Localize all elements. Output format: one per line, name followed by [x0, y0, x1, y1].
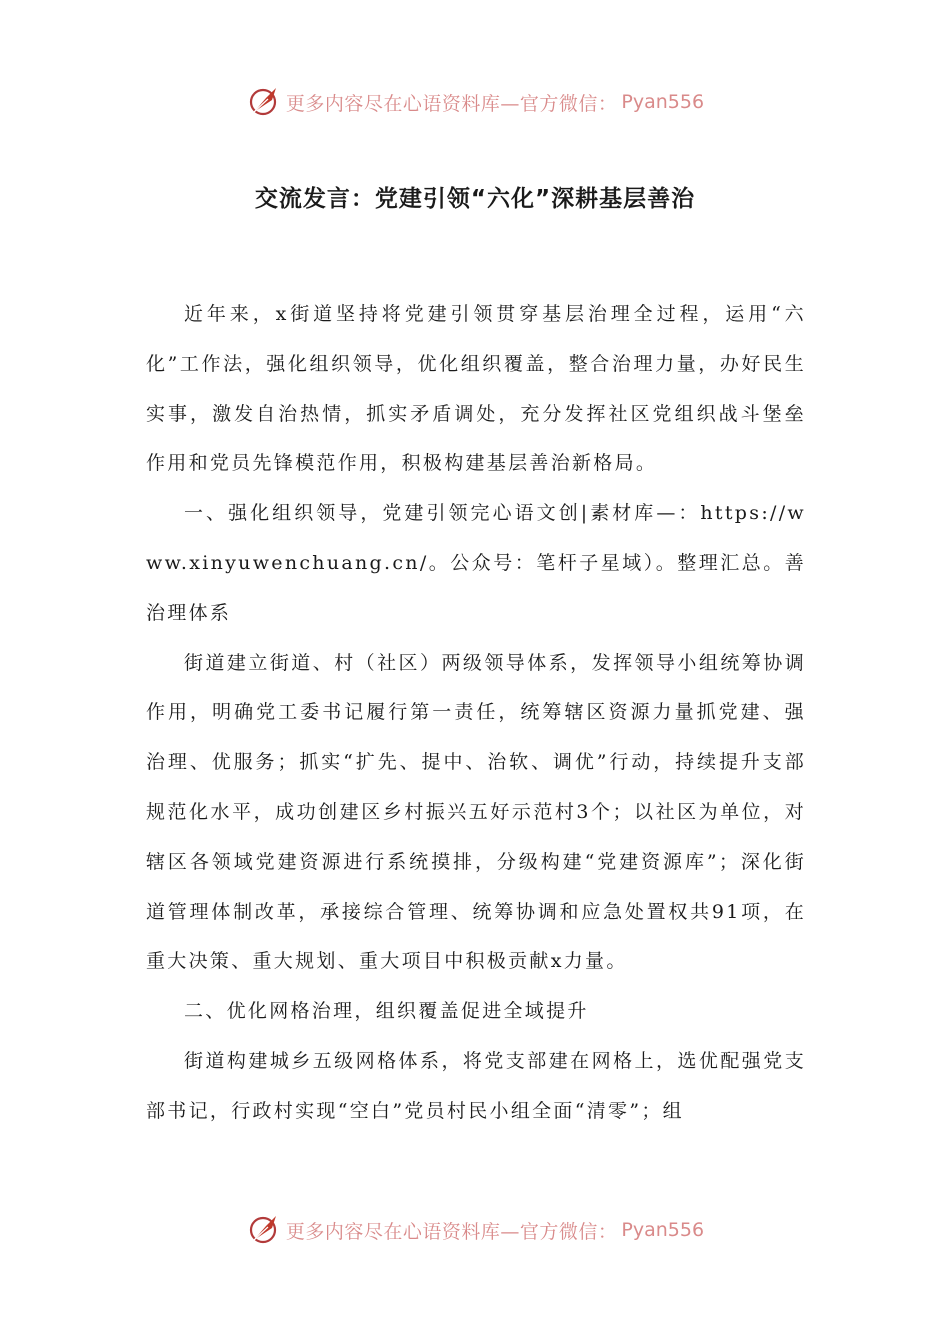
footer-banner-text: 更多内容尽在心语资料库—官方微信：: [285, 1220, 618, 1243]
section-heading-1: 一、强化组织领导，党建引领完心语文创|素材库—：https://www.xinyuwenchuang.cn/。公众号：笔杆子星域）。整理汇总。善治理体系: [146, 502, 806, 624]
header-banner: [0, 82, 950, 122]
footer-banner: [0, 1210, 950, 1250]
footer-banner-account: Pyan556: [621, 1219, 705, 1241]
section-heading-2: 二、优化网格治理，组织覆盖促进全域提升: [184, 1000, 589, 1023]
document-body: [146, 290, 806, 1137]
header-banner-text: 更多内容尽在心语资料库—官方微信：: [285, 92, 618, 115]
quill-logo-icon: [246, 1212, 282, 1248]
paragraph-intro: 近年来，x街道坚持将党建引领贯穿基层治理全过程，运用“六化”工作法，强化组织领导，优化组织覆盖，整合治理力量，办好民生实事，激发自治热情，抓实矛盾调处，充分发挥社区党组织战斗堡垒作用和党员先锋模范作用，积极构建基层善治新格局。: [146, 303, 806, 475]
quill-logo-icon: [246, 84, 282, 120]
paragraph-section-2: 街道构建城乡五级网格体系，将党支部建在网格上，选优配强党支部书记，行政村实现“空白”党员村民小组全面“清零”；组: [146, 1049, 806, 1122]
paragraph-section-1: 街道建立街道、村（社区）两级领导体系，发挥领导小组统筹协调作用，明确党工委书记履行第一责任，统筹辖区资源力量抓党建、强治理、优服务；抓实“扩先、提中、治软、调优”行动，持续提升支部规范化水平，成功创建区乡村振兴五好示范村3个；以社区为单位，对辖区各领域党建资源进行系统摸排，分级构建“党建资源库”；深化街道管理体制改革，承接综合管理、统筹协调和应急处置权共91项，在重大决策、重大规划、重大项目中积极贡献x力量。: [146, 651, 806, 973]
header-banner-account: Pyan556: [621, 91, 705, 113]
document-title: 交流发言：党建引领“六化”深耕基层善治: [254, 186, 696, 212]
